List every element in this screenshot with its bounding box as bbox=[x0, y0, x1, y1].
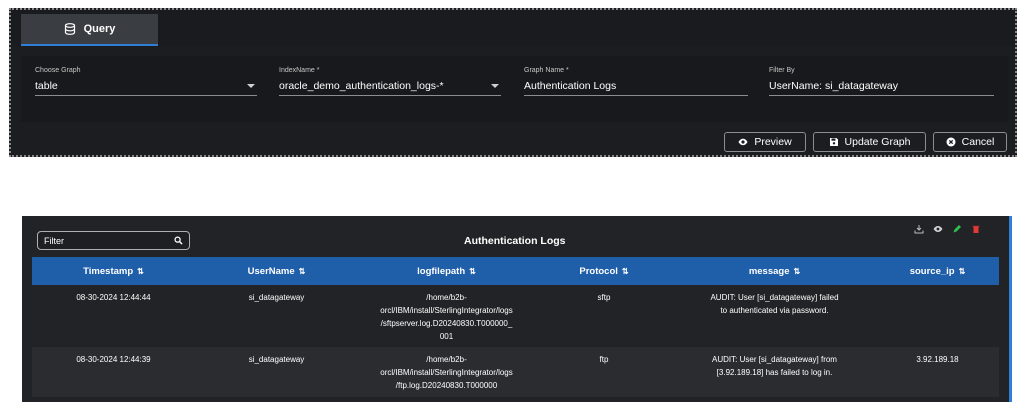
graph-name-value: Authentication Logs bbox=[524, 79, 617, 92]
column-header-username[interactable]: UserName ⇅ bbox=[195, 257, 358, 285]
logs-panel bbox=[22, 216, 1012, 402]
table-row[interactable] bbox=[32, 285, 999, 347]
index-name-label: IndexName * bbox=[279, 67, 320, 74]
database-icon bbox=[64, 23, 76, 35]
sort-icon[interactable]: ⇅ bbox=[469, 266, 476, 276]
cell-logfilepath: /home/b2b- orcl/IBM/install/SterlingIntegrator/logs /ftp.log.D20240830.T000000 bbox=[358, 347, 535, 397]
choose-graph-select[interactable] bbox=[35, 66, 257, 106]
eye-icon bbox=[738, 137, 748, 147]
edit-icon[interactable] bbox=[952, 224, 962, 234]
sort-icon[interactable]: ⇅ bbox=[958, 266, 966, 276]
eye-icon[interactable] bbox=[933, 224, 943, 234]
choose-graph-value: table bbox=[35, 79, 58, 92]
cell-username: si_datagateway bbox=[195, 285, 358, 347]
cell-source-ip bbox=[876, 285, 999, 347]
save-icon bbox=[829, 137, 839, 147]
filter-by-field[interactable] bbox=[769, 66, 994, 106]
sort-icon[interactable]: ⇅ bbox=[621, 266, 629, 276]
column-header-protocol[interactable]: Protocol ⇅ bbox=[535, 257, 673, 285]
logs-title: Authentication Logs bbox=[464, 235, 566, 247]
filter-input[interactable] bbox=[37, 231, 190, 250]
query-form bbox=[21, 56, 1009, 122]
tab-query[interactable] bbox=[21, 14, 158, 46]
filter-by-label: Filter By bbox=[769, 67, 795, 74]
sort-icon[interactable]: ⇅ bbox=[793, 266, 801, 276]
column-header-timestamp[interactable]: Timestamp ⇅ bbox=[32, 257, 195, 285]
chevron-down-icon[interactable] bbox=[247, 84, 255, 88]
column-header-message[interactable]: message ⇅ bbox=[673, 257, 876, 285]
index-name-value: oracle_demo_authentication_logs-* bbox=[279, 79, 444, 92]
preview-button-label: Preview bbox=[754, 136, 792, 148]
choose-graph-label: Choose Graph bbox=[35, 67, 81, 74]
graph-name-label: Graph Name * bbox=[524, 67, 569, 74]
cell-timestamp: 08-30-2024 12:44:44 bbox=[32, 285, 195, 347]
graph-name-field[interactable] bbox=[524, 66, 748, 106]
chevron-down-icon[interactable] bbox=[491, 84, 499, 88]
update-graph-button[interactable] bbox=[813, 132, 926, 152]
delete-icon[interactable] bbox=[971, 224, 981, 234]
cell-protocol: sftp bbox=[535, 285, 673, 347]
update-graph-label: Update Graph bbox=[844, 136, 911, 148]
column-header-logfilepath[interactable]: logfilepath ⇅ bbox=[358, 257, 535, 285]
query-tab-bar bbox=[11, 10, 1015, 46]
index-name-select[interactable] bbox=[279, 66, 501, 106]
tab-query-label: Query bbox=[83, 23, 116, 35]
sort-icon[interactable]: ⇅ bbox=[137, 266, 144, 276]
cell-message: AUDIT: User [si_datagateway] failed to authenticated via password. bbox=[673, 285, 876, 347]
cancel-button-label: Cancel bbox=[961, 136, 995, 148]
cancel-icon bbox=[946, 137, 956, 147]
table-row[interactable] bbox=[32, 347, 999, 397]
sort-icon[interactable]: ⇅ bbox=[298, 266, 306, 276]
logs-table bbox=[32, 257, 999, 397]
search-icon[interactable] bbox=[174, 236, 183, 245]
logs-widget bbox=[32, 216, 999, 402]
table-header-row bbox=[32, 257, 999, 285]
query-panel bbox=[9, 8, 1017, 157]
cell-timestamp: 08-30-2024 12:44:39 bbox=[32, 347, 195, 397]
cell-source-ip: 3.92.189.18 bbox=[876, 347, 999, 397]
preview-button[interactable] bbox=[724, 132, 806, 152]
download-icon[interactable] bbox=[914, 224, 924, 234]
cell-logfilepath: /home/b2b- orcl/IBM/install/SterlingIntegrator/logs /sftpserver.log.D20240830.T000000_ 001 bbox=[358, 285, 535, 347]
cell-protocol: ftp bbox=[535, 347, 673, 397]
cell-message: AUDIT: User [si_datagateway] from [3.92.189.18] has failed to log in. bbox=[673, 347, 876, 397]
widget-actions bbox=[914, 224, 981, 234]
column-header-source-ip[interactable]: source_ip ⇅ bbox=[876, 257, 999, 285]
cell-username: si_datagateway bbox=[195, 347, 358, 397]
filter-by-value: UserName: si_datagateway bbox=[769, 79, 898, 92]
filter-placeholder: Filter bbox=[44, 235, 64, 246]
cancel-button[interactable] bbox=[933, 132, 1007, 152]
